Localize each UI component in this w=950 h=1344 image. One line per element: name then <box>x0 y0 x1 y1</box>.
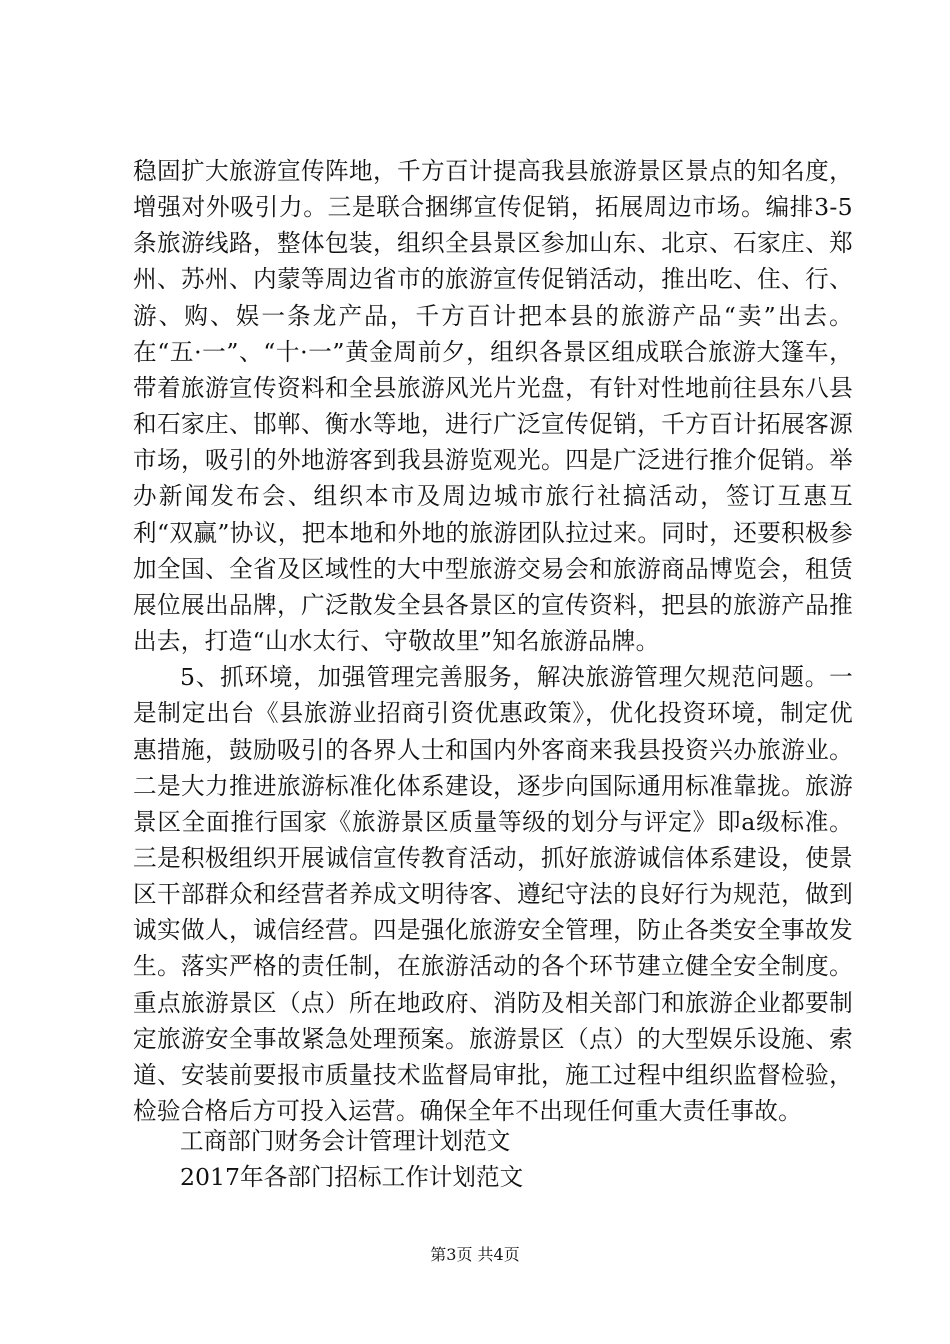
paragraph-promotion: 稳固扩大旅游宣传阵地，千方百计提高我县旅游景区景点的知名度，增强对外吸引力。三是联合捆绑宣传促销，拓展周边市场。编排3-5条旅游线路，整体包装，组织全县景区参加山东、北京、石家庄、郑州、苏州、内蒙等周边省市的旅游宣传促销活动，推出吃、住、行、游、购、娱一条龙产品，千方百计把本县的旅游产品“卖”出去。在“五·一”、“十·一”黄金周前夕，组织各景区组成联合旅游大篷车，带着旅游宣传资料和全县旅游风光片光盘，有针对性地前往县东八县和石家庄、邯郸、衡水等地，进行广泛宣传促销，千方百计拓展客源市场，吸引的外地游客到我县游览观光。四是广泛进行推介促销。举办新闻发布会、组织本市及周边城市旅行社搞活动，签订互惠互利“双赢”协议，把本地和外地的旅游团队拉过来。同时，还要积极参加全国、全省及区域性的大中型旅游交易会和旅游商品博览会，租赁展位展出品牌，广泛散发全县各景区的宣传资料，把县的旅游产品推出去，打造“山水太行、守敬故里”知名旅游品牌。 <box>133 157 853 656</box>
related-link-finance-plan[interactable]: 工商部门财务会计管理计划范文 <box>180 1127 511 1155</box>
paragraph-environment: 5、抓环境，加强管理完善服务，解决旅游管理欠规范问题。一是制定出台《县旅游业招商引资优惠政策》，优化投资环境，制定优惠措施，鼓励吸引的各界人士和国内外客商来我县投资兴办旅游业。二是大力推进旅游标准化体系建设，逐步向国际通用标准靠拢。旅游景区全面推行国家《旅游景区质量等级的划分与评定》即a级标准。三是积极组织开展诚信宣传教育活动，抓好旅游诚信体系建设，使景区干部群众和经营者养成文明待客、遵纪守法的良好行为规范，做到诚实做人，诚信经营。四是强化旅游安全管理，防止各类安全事故发生。落实严格的责任制，在旅游活动的各个环节建立健全安全制度。重点旅游景区（点）所在地政府、消防及相关部门和旅游企业都要制定旅游安全事故紧急处理预案。旅游景区（点）的大型娱乐设施、索道、安装前要报市质量技术监督局审批，施工过程中组织监督检验，检验合格后方可投入运营。确保全年不出现任何重大责任事故。 <box>133 663 853 1126</box>
page-number-footer: 第3页 共4页 <box>430 1245 520 1264</box>
related-link-tender-plan[interactable]: 2017年各部门招标工作计划范文 <box>180 1163 524 1191</box>
document-body <box>133 153 853 1129</box>
